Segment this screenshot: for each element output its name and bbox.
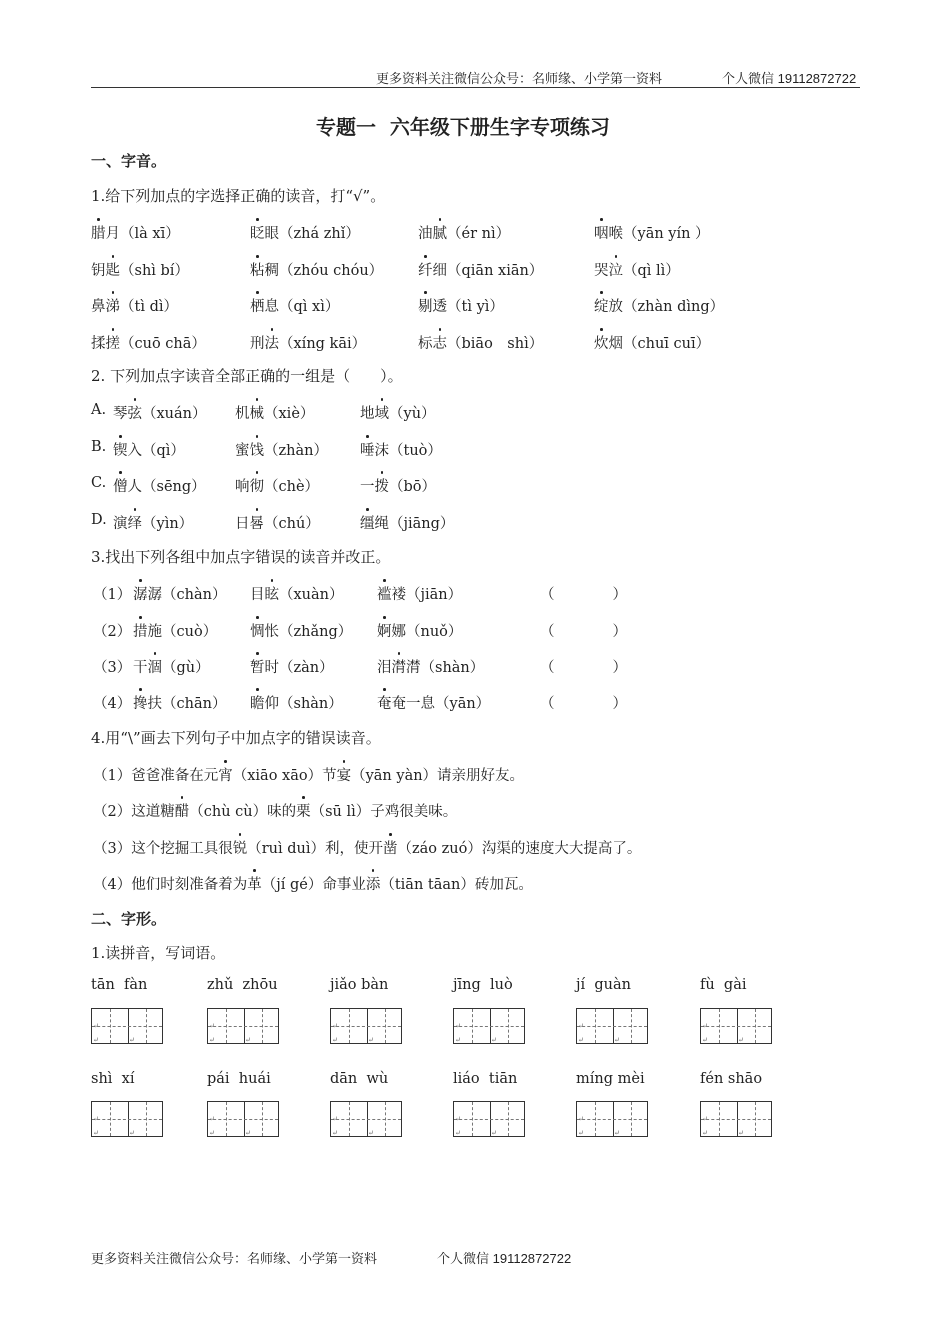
dotted-character: 婀 xyxy=(377,620,392,641)
sentence-text: （chù cù）味的 xyxy=(189,804,297,820)
dotted-character: 添 xyxy=(366,873,381,894)
paragraph-mark: ↵ xyxy=(332,1129,338,1137)
writing-box[interactable] xyxy=(91,1008,163,1044)
word-text: 透（tì yì） xyxy=(432,299,504,315)
dotted-character: 革 xyxy=(247,873,262,894)
dotted-character: 匙 xyxy=(106,259,121,280)
dotted-character: 锲 xyxy=(113,439,128,460)
dotted-character: 弦 xyxy=(128,402,143,423)
paragraph-mark: ↵ xyxy=(209,1036,215,1044)
pinyin-label: zhǔ zhōu xyxy=(207,977,278,993)
dotted-character: 泣 xyxy=(609,259,624,280)
dotted-character: 暂 xyxy=(250,656,265,677)
pinyin-label: dān wù xyxy=(330,1071,389,1087)
row-word xyxy=(250,656,334,677)
dotted-character: 奄 xyxy=(377,692,392,713)
option-word xyxy=(360,402,436,423)
pinyin-label: shì xí xyxy=(91,1071,135,1087)
sentence-text: （sū lì）子鸡很美味。 xyxy=(310,804,458,820)
row-word xyxy=(377,620,462,641)
word-text: 钥 xyxy=(91,263,106,279)
option-word xyxy=(235,402,314,423)
writing-box[interactable] xyxy=(91,1101,163,1137)
word-text: 沫（tuò） xyxy=(374,443,442,459)
question-4-prompt: 4.用“\”画去下列句子中加点字的错误读音。 xyxy=(91,729,381,747)
option-word xyxy=(360,475,436,496)
paragraph-mark: ↵ xyxy=(455,1115,461,1123)
writing-box[interactable] xyxy=(576,1008,648,1044)
word-text: （gù） xyxy=(162,660,210,676)
paragraph-mark: ↵ xyxy=(702,1129,708,1137)
dotted-character: 涸 xyxy=(148,656,163,677)
writing-box[interactable] xyxy=(330,1008,402,1044)
pinyin-label: pái huái xyxy=(207,1071,271,1087)
word-text: 一 xyxy=(360,479,375,495)
q1-item xyxy=(250,295,339,316)
word-text: 稠（zhóu chóu） xyxy=(264,263,384,279)
grid-line xyxy=(331,1119,401,1120)
q1-item xyxy=(250,332,366,353)
pinyin-label: jiǎo bàn xyxy=(330,977,389,993)
dotted-character: 腻 xyxy=(433,222,448,243)
answer-blank[interactable]: （ ） xyxy=(540,660,627,676)
pinyin-label: liáo tiān xyxy=(453,1071,518,1087)
word-text: 刑 xyxy=(250,336,265,352)
sentence-text: （jí gé）命事业 xyxy=(261,877,366,893)
word-text: 仰（shàn） xyxy=(264,696,343,712)
grid-line xyxy=(92,1026,162,1027)
word-text: （qì lì） xyxy=(623,263,680,279)
paragraph-mark: ↵ xyxy=(702,1115,708,1123)
word-text: 人（sēng） xyxy=(127,479,206,495)
row-word xyxy=(250,583,344,604)
word-text: 琴 xyxy=(113,406,128,422)
sentence-text: （xiāo xāo）节 xyxy=(232,768,337,784)
dotted-character: 纤 xyxy=(418,259,433,280)
dotted-character: 拨 xyxy=(375,475,390,496)
word-text: （biāo shì） xyxy=(447,336,544,352)
row-word xyxy=(250,692,343,713)
word-text: 放（zhàn dìng） xyxy=(608,299,725,315)
writing-box[interactable] xyxy=(453,1008,525,1044)
sentence-line xyxy=(93,837,641,858)
option-label[interactable]: D. xyxy=(91,512,107,528)
dotted-character: 唾 xyxy=(360,439,375,460)
paragraph-mark: ↵ xyxy=(578,1115,584,1123)
writing-box[interactable] xyxy=(207,1101,279,1137)
pinyin-label: fén shāo xyxy=(700,1071,763,1087)
paragraph-mark: ↵ xyxy=(455,1036,461,1044)
paragraph-mark: ↵ xyxy=(455,1022,461,1030)
option-word xyxy=(360,512,454,533)
dotted-character: 僧 xyxy=(113,475,128,496)
grid-line xyxy=(208,1119,278,1120)
paragraph-mark: ↵ xyxy=(702,1022,708,1030)
q1-item xyxy=(594,295,724,316)
sentence-line xyxy=(93,764,524,785)
paragraph-mark: ↵ xyxy=(578,1036,584,1044)
option-word xyxy=(235,475,319,496)
grid-line xyxy=(454,1119,524,1120)
header-wechat: 个人微信 19112872722 xyxy=(722,71,857,86)
word-text: 目 xyxy=(250,587,265,603)
word-text: 标 xyxy=(418,336,433,352)
grid-line xyxy=(701,1119,771,1120)
dotted-character: 栖 xyxy=(250,295,265,316)
writing-box[interactable] xyxy=(700,1101,772,1137)
sentence-text: （1）爸爸准备在元 xyxy=(93,768,219,784)
dotted-character: 眨 xyxy=(250,222,265,243)
paragraph-mark: ↵ xyxy=(93,1115,99,1123)
paragraph-mark: ↵ xyxy=(93,1129,99,1137)
dotted-character: 涕 xyxy=(106,295,121,316)
paragraph-mark: ↵ xyxy=(129,1129,135,1137)
word-text: 油 xyxy=(418,226,433,242)
paragraph-mark: ↵ xyxy=(209,1115,215,1123)
word-text: 时（zàn） xyxy=(264,660,334,676)
row-word xyxy=(377,692,490,713)
row-word xyxy=(377,656,484,677)
dotted-character: 晷 xyxy=(250,512,265,533)
word-text: 扶（chān） xyxy=(147,696,227,712)
word-text: 地 xyxy=(360,406,375,422)
dotted-character: 粘 xyxy=(250,259,265,280)
paragraph-mark: ↵ xyxy=(209,1129,215,1137)
answer-blank[interactable]: （ ） xyxy=(540,624,627,640)
footer-wechat: 个人微信 19112872722 xyxy=(437,1251,572,1266)
question-3-prompt: 3.找出下列各组中加点字错误的读音并改正。 xyxy=(91,548,391,566)
grid-line xyxy=(331,1026,401,1027)
paragraph-mark: ↵ xyxy=(332,1036,338,1044)
word-text: 娜（nuǒ） xyxy=(391,624,463,640)
sentence-text: （ruì duì）利，使开 xyxy=(247,841,384,857)
dotted-character: 绽 xyxy=(594,295,609,316)
word-text: 干 xyxy=(133,660,148,676)
word-text: （xuán） xyxy=(142,406,207,422)
sentence-text: （yān yàn）请亲朋好友。 xyxy=(351,768,525,784)
grid-line xyxy=(454,1026,524,1027)
paragraph-mark: ↵ xyxy=(614,1129,620,1137)
word-text: （yù） xyxy=(389,406,436,422)
header-text: 更多资料关注微信公众号：名师缘、小学第一资料 xyxy=(376,72,663,87)
pinyin-label: tān fàn xyxy=(91,977,148,993)
paragraph-mark: ↵ xyxy=(368,1129,374,1137)
row-word xyxy=(133,692,226,713)
word-text: （ér nì） xyxy=(447,226,511,242)
word-text: 潸（shàn） xyxy=(406,660,485,676)
word-text: 施（cuò） xyxy=(147,624,218,640)
writing-box[interactable] xyxy=(576,1101,648,1137)
q1-item xyxy=(418,332,543,353)
paragraph-mark: ↵ xyxy=(578,1022,584,1030)
grid-line xyxy=(577,1119,647,1120)
word-text: 响 xyxy=(235,479,250,495)
section-heading-form: 二、字形。 xyxy=(91,910,167,928)
dotted-character: 绎 xyxy=(128,512,143,533)
row-label: （3） xyxy=(93,660,132,676)
word-text: （bō） xyxy=(389,479,437,495)
paragraph-mark: ↵ xyxy=(614,1036,620,1044)
word-text: 哭 xyxy=(594,263,609,279)
sentence-line xyxy=(93,873,533,894)
paragraph-mark: ↵ xyxy=(332,1115,338,1123)
writing-box[interactable] xyxy=(453,1101,525,1137)
sentence-text: （3）这个挖掘工具很 xyxy=(93,841,233,857)
dotted-character: 腊 xyxy=(91,222,106,243)
word-text: 褛（jiān） xyxy=(391,587,463,603)
option-word xyxy=(113,402,207,423)
question-2-prompt: 2. 下列加点字读音全部正确的一组是（ ）。 xyxy=(91,367,403,385)
dotted-character: 栗 xyxy=(296,800,311,821)
row-label: （2） xyxy=(93,624,132,640)
paragraph-mark: ↵ xyxy=(738,1036,744,1044)
dotted-character: 搓 xyxy=(106,332,121,353)
q1-item xyxy=(91,295,178,316)
dotted-character: 炊 xyxy=(594,332,609,353)
sentence-text: （záo zuó）沟渠的速度大大提高了。 xyxy=(397,841,642,857)
q1-item xyxy=(418,295,504,316)
word-text: （xíng kāi） xyxy=(279,336,367,352)
dotted-character: 志 xyxy=(433,332,448,353)
page-title: 专题一 六年级下册生字专项练习 xyxy=(316,115,610,139)
dotted-character: 剔 xyxy=(418,295,433,316)
option-label[interactable]: B. xyxy=(91,439,107,455)
paragraph-mark: ↵ xyxy=(93,1036,99,1044)
dotted-character: 宴 xyxy=(337,764,352,785)
option-label[interactable]: C. xyxy=(91,475,107,491)
q1-item xyxy=(250,222,360,243)
option-word xyxy=(113,439,185,460)
pinyin-label: jīng luò xyxy=(453,977,513,993)
word-text: 揉 xyxy=(91,336,106,352)
word-text: （cuō chā） xyxy=(120,336,206,352)
dotted-character: 法 xyxy=(265,332,280,353)
dotted-character: 彻 xyxy=(250,475,265,496)
sentence-text: （2）这道糖 xyxy=(93,804,175,820)
paragraph-mark: ↵ xyxy=(245,1036,251,1044)
word-text: 潺（chàn） xyxy=(147,587,227,603)
word-text: 奄一息（yān） xyxy=(391,696,491,712)
grid-line xyxy=(701,1026,771,1027)
dotted-character: 缰 xyxy=(360,512,375,533)
pinyin-label: míng mèi xyxy=(576,1071,645,1087)
paragraph-mark: ↵ xyxy=(129,1036,135,1044)
sentence-text: （4）他们时刻准备着为 xyxy=(93,877,248,893)
word-text: 入（qì） xyxy=(127,443,185,459)
option-word xyxy=(235,512,320,533)
paragraph-mark: ↵ xyxy=(491,1036,497,1044)
option-word xyxy=(113,475,206,496)
row-word xyxy=(133,620,217,641)
word-text: 细（qiān xiān） xyxy=(432,263,544,279)
option-word xyxy=(360,439,442,460)
dotted-character: 惆 xyxy=(250,620,265,641)
q1-item xyxy=(418,222,510,243)
paragraph-mark: ↵ xyxy=(738,1129,744,1137)
word-text: （shì bí） xyxy=(120,263,189,279)
sentence-line xyxy=(93,800,457,821)
word-text: （yìn） xyxy=(142,516,194,532)
word-text: 绳（jiāng） xyxy=(374,516,455,532)
dotted-character: 瞻 xyxy=(250,692,265,713)
word-text: （xuàn） xyxy=(279,587,344,603)
option-label[interactable]: A. xyxy=(91,402,107,418)
paragraph-mark: ↵ xyxy=(578,1129,584,1137)
word-text: 机 xyxy=(235,406,250,422)
word-text: （chè） xyxy=(264,479,320,495)
word-text: 日 xyxy=(235,516,250,532)
q1-item xyxy=(91,222,180,243)
word-text: 蜜 xyxy=(235,443,250,459)
dotted-character: 械 xyxy=(250,402,265,423)
word-text: 息（qì xì） xyxy=(264,299,340,315)
header-divider xyxy=(91,87,860,88)
row-label: （1） xyxy=(93,587,132,603)
word-text: （tì dì） xyxy=(120,299,178,315)
writing-box[interactable] xyxy=(207,1008,279,1044)
word-text: 鼻 xyxy=(91,299,106,315)
grid-line xyxy=(92,1119,162,1120)
dotted-character: 搀 xyxy=(133,692,148,713)
dotted-character: 潸 xyxy=(392,656,407,677)
question-1-prompt: 1.给下列加点的字选择正确的读音，打“√”。 xyxy=(91,187,386,205)
footer-text: 更多资料关注微信公众号：名师缘、小学第一资料 xyxy=(91,1252,378,1267)
dotted-character: 宵 xyxy=(218,764,233,785)
q1-item xyxy=(594,222,710,243)
q1-item xyxy=(594,259,680,280)
dotted-character: 咽 xyxy=(594,222,609,243)
word-text: 喉（yān yín ） xyxy=(608,226,710,242)
dotted-character: 醋 xyxy=(175,800,190,821)
dotted-character: 凿 xyxy=(383,837,398,858)
dotted-character: 眩 xyxy=(265,583,280,604)
word-text: 烟（chuī cuī） xyxy=(608,336,711,352)
writing-box[interactable] xyxy=(330,1101,402,1137)
dotted-character: 褴 xyxy=(377,583,392,604)
grid-line xyxy=(577,1026,647,1027)
q1-item xyxy=(91,259,189,280)
q1-item xyxy=(250,259,383,280)
option-word xyxy=(113,512,193,533)
dotted-character: 域 xyxy=(375,402,390,423)
dotted-character: 措 xyxy=(133,620,148,641)
q1-item xyxy=(91,332,206,353)
word-text: （xiè） xyxy=(264,406,315,422)
grid-line xyxy=(208,1026,278,1027)
paragraph-mark: ↵ xyxy=(491,1129,497,1137)
word-text: 怅（zhǎng） xyxy=(264,624,353,640)
question-5-prompt: 1.读拼音，写词语。 xyxy=(91,944,226,962)
paragraph-mark: ↵ xyxy=(93,1022,99,1030)
word-text: （zhàn） xyxy=(264,443,328,459)
row-word xyxy=(133,656,210,677)
section-heading-pronunciation: 一、字音。 xyxy=(91,152,167,170)
word-text: （chú） xyxy=(264,516,320,532)
dotted-character: 潺 xyxy=(133,583,148,604)
q1-item xyxy=(594,332,710,353)
answer-blank[interactable]: （ ） xyxy=(540,696,627,712)
word-text: 演 xyxy=(113,516,128,532)
paragraph-mark: ↵ xyxy=(332,1022,338,1030)
row-label: （4） xyxy=(93,696,132,712)
word-text: 月（là xī） xyxy=(105,226,180,242)
row-word xyxy=(133,583,226,604)
option-word xyxy=(235,439,328,460)
word-text: 眼（zhá zhǐ） xyxy=(264,226,360,242)
answer-blank[interactable]: （ ） xyxy=(540,587,627,603)
dotted-character: 饯 xyxy=(250,439,265,460)
row-word xyxy=(250,620,352,641)
paragraph-mark: ↵ xyxy=(368,1036,374,1044)
pinyin-label: jí guàn xyxy=(576,977,631,993)
writing-box[interactable] xyxy=(700,1008,772,1044)
q1-item xyxy=(418,259,543,280)
paragraph-mark: ↵ xyxy=(245,1129,251,1137)
dotted-character: 锐 xyxy=(233,837,248,858)
row-word xyxy=(377,583,462,604)
paragraph-mark: ↵ xyxy=(455,1129,461,1137)
word-text: 泪 xyxy=(377,660,392,676)
paragraph-mark: ↵ xyxy=(702,1036,708,1044)
paragraph-mark: ↵ xyxy=(209,1022,215,1030)
sentence-text: （tiān tāan）砖加瓦。 xyxy=(380,877,533,893)
pinyin-label: fù gài xyxy=(700,977,747,993)
